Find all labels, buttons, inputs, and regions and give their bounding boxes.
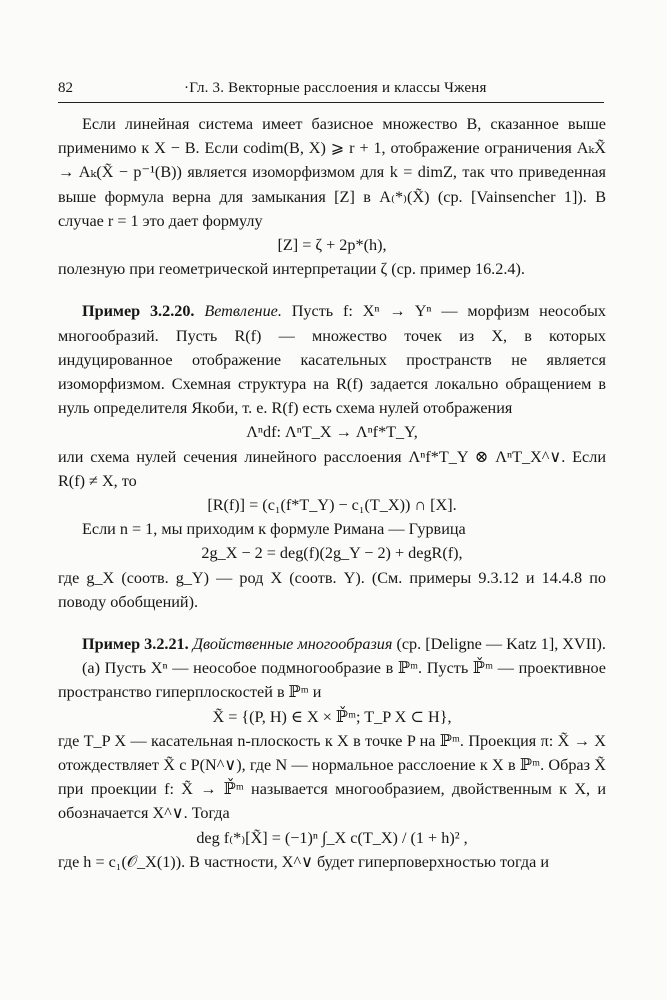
example-title: Ветвление.: [204, 302, 282, 321]
example-text: Пусть f: Xⁿ → Yⁿ — морфизм неособых многообразий. Пусть R(f) — множество точек из X, в которых индуцированное отображение касательных пространств не является изоморфизмом. Схемная структура на R(f) задается локально обращением в нуль определителя Якоби, т. е. R(f) есть схема нулей отображения: [58, 302, 607, 418]
running-head: ·Гл. 3. Векторные расслоения и классы Чженя: [184, 80, 487, 96]
paragraph-hypersurface: где h = c₁(𝒪_X(1)). В частности, X^∨ будет гиперповерхностью тогда и: [58, 852, 549, 871]
formula-degree-integral: deg f₍*₎[X̃] = (−1)ⁿ ∫_X c(T_X) / (1 + h)² ,: [196, 828, 468, 847]
page-number: 82: [58, 80, 73, 96]
example-dual-varieties: [58, 632, 606, 656]
paragraph-zero-scheme: или схема нулей сечения линейного расслоения Λⁿf*T_Y ⊗ ΛⁿT_X^∨. Если R(f) ≠ X, то: [58, 447, 606, 490]
example-text: (ср. [Deligne — Katz 1], XVII).: [396, 635, 606, 654]
section-gap: [58, 614, 606, 632]
formula-jacobian: Λⁿdf: ΛⁿT_X → Λⁿf*T_Y,: [246, 423, 418, 442]
page-header: [58, 80, 604, 103]
paragraph-subvariety: (а) Пусть Xⁿ — неособое подмногообразие в ℙᵐ. Пусть ℙ̌ᵐ — проективное пространство гиперплоскостей в ℙᵐ и: [58, 659, 606, 702]
formula-riemann-hurwitz: 2g_X − 2 = deg(f)(2g_Y − 2) + degR(f),: [201, 544, 463, 563]
example-title: Двойственные многообразия: [192, 635, 393, 654]
section-gap: [58, 281, 606, 299]
formula-ramification-class: [R(f)] = (c₁(f*T_Y) − c₁(T_X)) ∩ [X].: [207, 496, 457, 515]
example-label: Пример 3.2.21.: [82, 635, 189, 654]
page-body: [58, 112, 606, 874]
paragraph-projection: где T_P X — касательная n-плоскость к X в точке P на ℙᵐ. Проекция π: X̃ → X отождествляет X̃ с P(N^∨), где N — нормальное расслоение к X в ℙᵐ. Образ X̃ при проекции f: X̃ → ℙ̌ᵐ называется многообразием, двойственным к X, и обозначается X^∨. Тогда: [58, 731, 606, 823]
paragraph-base-locus: Если линейная система имеет базисное множество B, сказанное выше применимо к X − B. Если codim(B, X) ⩾ r + 1, отображение ограничения AₖX̃ → Aₖ(X̃ − p⁻¹(B)) является изоморфизмом для k = dimZ, так что приведенная выше формула верна для замыкания [Z] в A₍*₎(X̃) (ср. [Vainsencher 1]). В случае r = 1 это дает формулу: [58, 115, 606, 230]
formula-z-class: [Z] = ζ + 2p*(h),: [277, 236, 387, 255]
example-label: Пример 3.2.20.: [82, 302, 195, 321]
paragraph-genus: где g_X (соотв. g_Y) — род X (соотв. Y). (См. примеры 9.3.12 и 14.4.8 по поводу обобщений).: [58, 568, 606, 611]
paragraph-riemann-hurwitz: Если n = 1, мы приходим к формуле Римана — Гурвица: [82, 520, 466, 539]
paragraph-geometric-interpretation: полезную при геометрической интерпретации ζ (ср. пример 16.2.4).: [58, 260, 525, 279]
example-ramification: [58, 299, 606, 420]
formula-x-tilde: X̃ = {(P, H) ∈ X × ℙ̌ᵐ; T_P X ⊂ H},: [212, 707, 452, 726]
